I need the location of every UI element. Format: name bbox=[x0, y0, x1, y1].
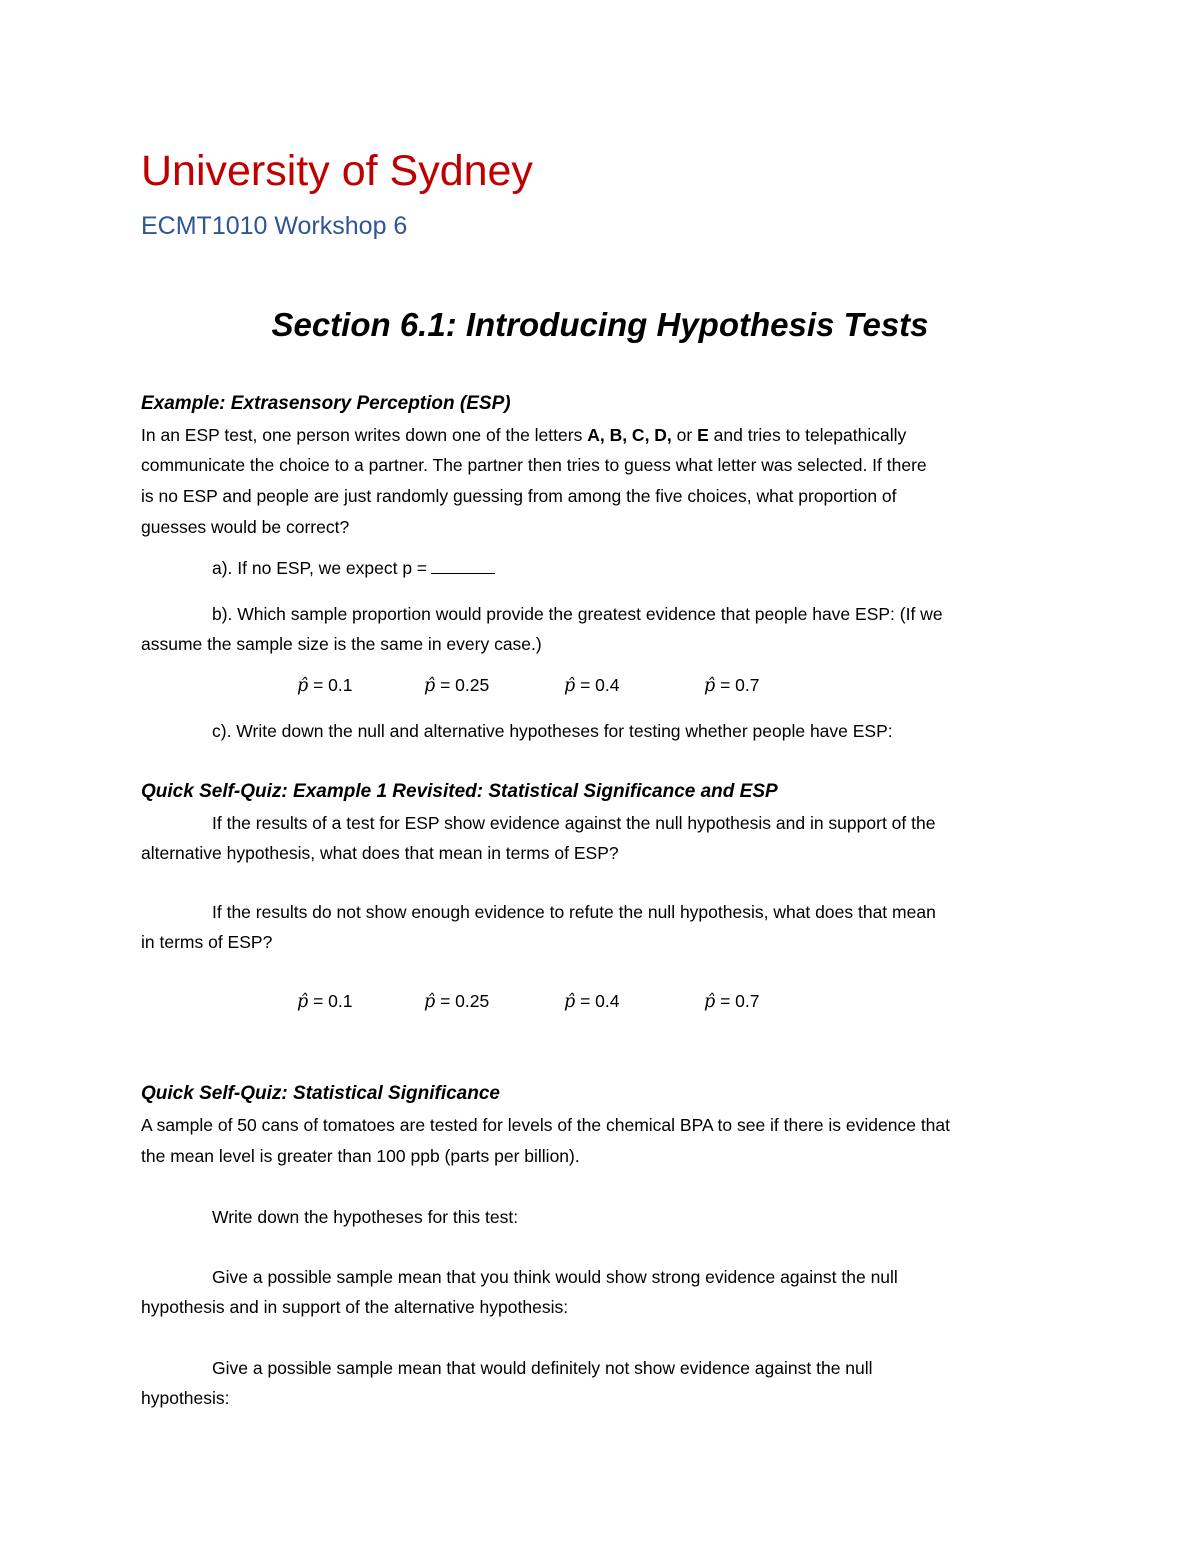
section-title: Section 6.1: Introducing Hypothesis Tests bbox=[271, 306, 929, 343]
quiz1-paragraph-1-line-2: alternative hypothesis, what does that mean in terms of ESP? bbox=[141, 843, 619, 863]
phat-symbol: p̂ bbox=[297, 992, 309, 1012]
document-subtitle: ECMT1010 Workshop 6 bbox=[141, 212, 408, 240]
phat-value: = 0.7 bbox=[720, 991, 760, 1011]
phat-value: = 0.4 bbox=[580, 991, 620, 1011]
phat-value: = 0.25 bbox=[440, 991, 490, 1011]
quiz2-paragraph-3-line-2: hypothesis and in support of the alternative hypothesis: bbox=[141, 1297, 569, 1317]
quiz1-heading: Quick Self-Quiz: Example 1 Revisited: Statistical Significance and ESP bbox=[141, 781, 778, 802]
or-text: or bbox=[671, 425, 698, 445]
quiz2-heading: Quick Self-Quiz: Statistical Significance bbox=[141, 1083, 500, 1104]
phat-option bbox=[297, 993, 353, 1012]
letters-text: A, B, C, D, bbox=[587, 425, 672, 445]
phat-symbol: p̂ bbox=[297, 676, 309, 696]
example-heading: Example: Extrasensory Perception (ESP) bbox=[141, 393, 511, 414]
question-a bbox=[212, 559, 495, 578]
quiz2-paragraph-2: Write down the hypotheses for this test: bbox=[212, 1207, 519, 1227]
phat-options-row-1 bbox=[0, 677, 1200, 701]
quiz1-paragraph-2-line-2: in terms of ESP? bbox=[141, 932, 273, 952]
document-title: University of Sydney bbox=[141, 147, 533, 195]
phat-symbol: p̂ bbox=[704, 676, 716, 696]
phat-value: = 0.1 bbox=[313, 991, 353, 1011]
question-b-line-1: b). Which sample proportion would provide the greatest evidence that people have ESP: (If we bbox=[212, 604, 943, 624]
phat-option bbox=[564, 993, 620, 1012]
quiz2-paragraph-4-line-2: hypothesis: bbox=[141, 1388, 230, 1408]
question-b-line-2: assume the sample size is the same in every case.) bbox=[141, 634, 542, 654]
phat-option bbox=[424, 993, 489, 1012]
phat-option bbox=[704, 677, 760, 696]
example-paragraph-line-2: communicate the choice to a partner. The partner then tries to guess what letter was selected. If there bbox=[141, 455, 927, 475]
quiz1-paragraph-1-line-1: If the results of a test for ESP show evidence against the null hypothesis and in support of the bbox=[212, 813, 936, 833]
quiz2-paragraph-3-line-1: Give a possible sample mean that you think would show strong evidence against the null bbox=[212, 1267, 898, 1287]
phat-option bbox=[704, 993, 760, 1012]
phat-symbol: p̂ bbox=[564, 992, 576, 1012]
phat-symbol: p̂ bbox=[424, 992, 436, 1012]
question-a-text: a). If no ESP, we expect p = bbox=[212, 558, 428, 578]
phat-symbol: p̂ bbox=[564, 676, 576, 696]
phat-value: = 0.7 bbox=[720, 675, 760, 695]
quiz1-paragraph-2-line-1: If the results do not show enough evidence to refute the null hypothesis, what does that mean bbox=[212, 902, 936, 922]
example-paragraph-line-3: is no ESP and people are just randomly guessing from among the five choices, what proportion of bbox=[141, 486, 897, 506]
phat-symbol: p̂ bbox=[424, 676, 436, 696]
paragraph-text: and tries to telepathically bbox=[708, 425, 907, 445]
paragraph-text: In an ESP test, one person writes down one of the letters bbox=[141, 425, 588, 445]
quiz2-paragraph-4-line-1: Give a possible sample mean that would definitely not show evidence against the null bbox=[212, 1358, 873, 1378]
answer-blank[interactable] bbox=[431, 559, 495, 574]
phat-value: = 0.25 bbox=[440, 675, 490, 695]
example-paragraph-line-1 bbox=[141, 427, 906, 445]
phat-option bbox=[424, 677, 489, 696]
phat-value: = 0.1 bbox=[313, 675, 353, 695]
letter-e-text: E bbox=[697, 425, 709, 445]
question-c: c). Write down the null and alternative hypotheses for testing whether people have ESP: bbox=[212, 721, 893, 741]
phat-options-row-2 bbox=[0, 993, 1200, 1017]
phat-symbol: p̂ bbox=[704, 992, 716, 1012]
phat-option bbox=[564, 677, 620, 696]
quiz2-paragraph-1-line-2: the mean level is greater than 100 ppb (parts per billion). bbox=[141, 1146, 580, 1166]
phat-option bbox=[297, 677, 353, 696]
quiz2-paragraph-1-line-1: A sample of 50 cans of tomatoes are tested for levels of the chemical BPA to see if there is evidence that bbox=[141, 1115, 951, 1135]
phat-value: = 0.4 bbox=[580, 675, 620, 695]
example-paragraph-line-4: guesses would be correct? bbox=[141, 517, 350, 537]
